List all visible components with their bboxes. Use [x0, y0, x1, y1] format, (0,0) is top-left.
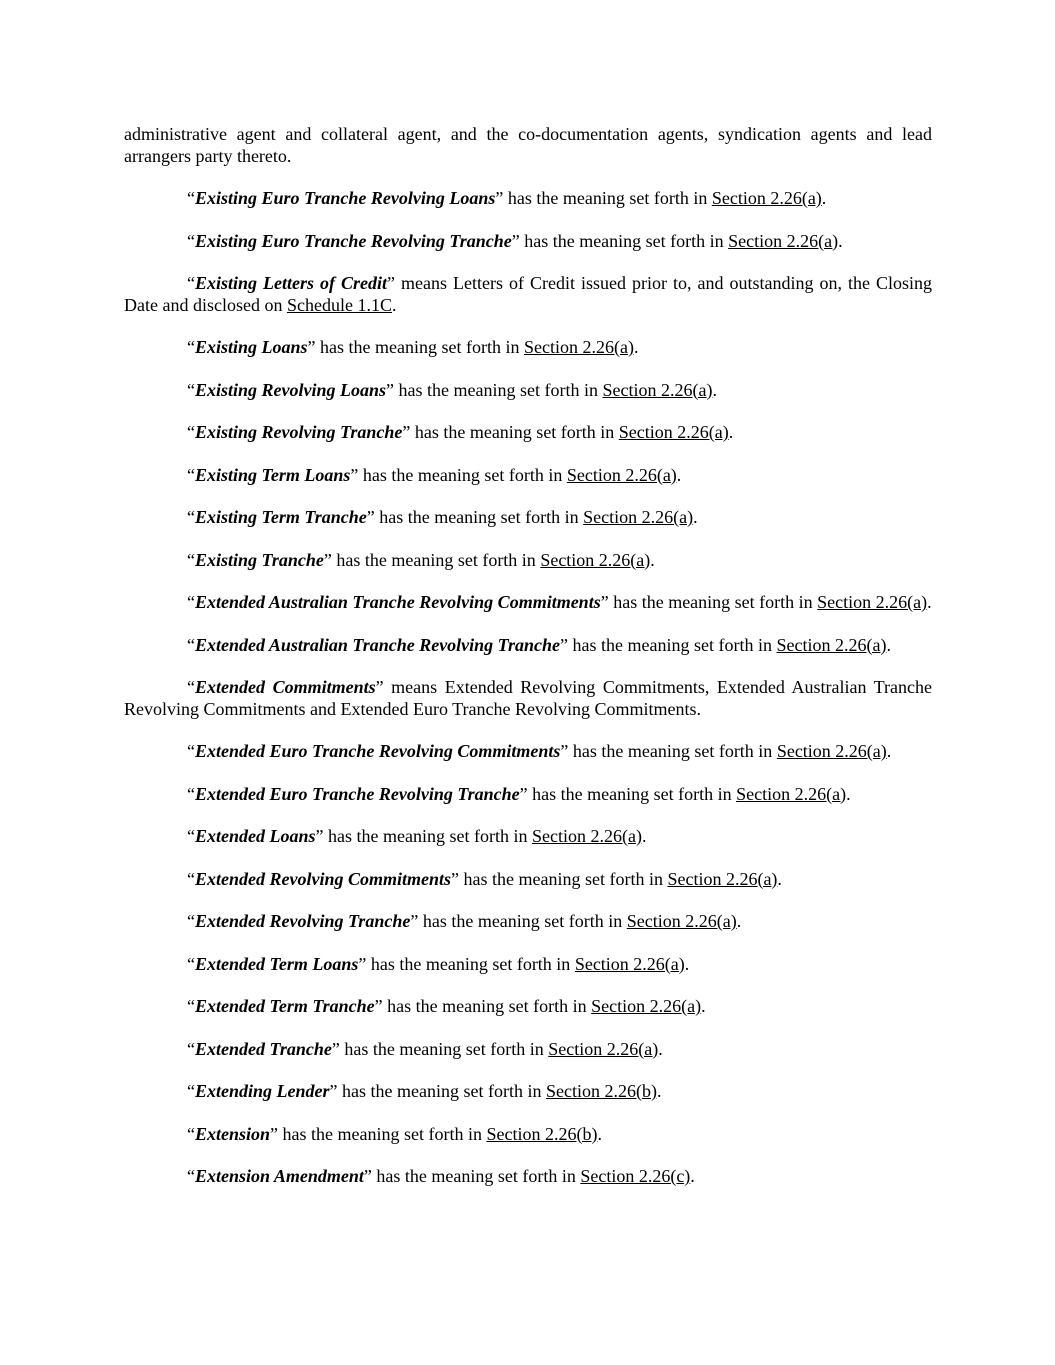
definition-paragraph: “Extended Australian Tranche Revolving Commitments” has the meaning set forth in Section 2.26(a). — [187, 592, 932, 612]
definition-punctuation: . — [886, 634, 891, 655]
defined-term: Existing Loans — [195, 337, 308, 357]
definition-punctuation: . — [658, 1038, 663, 1059]
defined-term: Extended Euro Tranche Revolving Commitments — [195, 741, 561, 761]
definition-punctuation: . — [693, 507, 698, 527]
definition-text: has the meaning set forth in — [315, 337, 524, 357]
definition-text: has the meaning set forth in — [394, 379, 603, 400]
definition-punctuation: . — [701, 996, 706, 1016]
definition-paragraph: “Existing Euro Tranche Revolving Loans” has the meaning set forth in Section 2.26(a). — [187, 188, 827, 208]
defined-term: Extended Commitments — [195, 677, 376, 697]
definition-paragraph: “Extended Commitments” means Extended Revolving Commitments, Extended Australian Tranche Revolving Commitments and Extended Euro Tranche Revolving Commitments. — [124, 677, 933, 719]
defined-term: Extension — [195, 1123, 271, 1144]
definition-punctuation: . — [641, 826, 647, 846]
definition-paragraph: “Extended Euro Tranche Revolving Tranche” has the meaning set forth in Section 2.26(a). — [187, 783, 851, 804]
definition-punctuation: . — [633, 337, 639, 357]
defined-term: Extended Tranche — [195, 1038, 332, 1059]
defined-term: Existing Revolving Tranche — [195, 422, 403, 442]
defined-term: Extension Amendment — [195, 1166, 364, 1186]
definition-text: has the meaning set forth in — [278, 1123, 487, 1144]
defined-term: Existing Revolving Loans — [195, 379, 387, 400]
defined-term: Existing Term Tranche — [195, 507, 367, 527]
definition-punctuation: . — [690, 1166, 695, 1186]
definition-punctuation: . — [736, 911, 742, 931]
definition-text: has the meaning set forth in — [366, 953, 575, 974]
definition-punctuation: . — [927, 592, 932, 612]
definition-punctuation: . — [597, 1123, 602, 1144]
definition-paragraph: “Extending Lender” has the meaning set forth in Section 2.26(b). — [187, 1081, 662, 1101]
definition-punctuation: . — [886, 741, 892, 761]
section-reference: Section 2.26(a) — [711, 188, 822, 208]
definition-text: has the meaning set forth in — [323, 826, 532, 846]
definition-paragraph: “Existing Term Loans” has the meaning set forth in Section 2.26(a). — [187, 464, 682, 485]
definition-paragraph: “Extended Term Tranche” has the meaning set forth in Section 2.26(a). — [187, 996, 706, 1016]
defined-term: Extended Revolving Tranche — [195, 911, 411, 931]
definition-paragraph: “Extension Amendment” has the meaning set forth in Section 2.26(c). — [187, 1166, 695, 1186]
definition-punctuation: . — [728, 422, 734, 442]
definition-paragraph: “Existing Letters of Credit” means Letters of Credit issued prior to, and outstanding on, the Closing Date and disclosed on Schedule 1.1C. — [124, 273, 932, 315]
definition-paragraph: “Extended Euro Tranche Revolving Commitments” has the meaning set forth in Section 2.26(a). — [187, 741, 892, 761]
defined-term: Extended Term Loans — [195, 953, 359, 974]
definition-text: has the meaning set forth in — [519, 230, 729, 251]
section-reference: Section 2.26(a) — [566, 464, 677, 485]
document-page — [124, 124, 932, 1209]
defined-term: Extending Lender — [195, 1081, 330, 1101]
definition-paragraph: “Existing Revolving Tranche” has the meaning set forth in Section 2.26(a). — [187, 422, 734, 442]
section-reference: Section 2.26(a) — [548, 1038, 659, 1059]
definition-punctuation: . — [846, 783, 851, 804]
section-reference: Section 2.26(b) — [486, 1123, 598, 1144]
definition-paragraph: “Extended Australian Tranche Revolving Tranche” has the meaning set forth in Section 2.26(a). — [187, 634, 891, 655]
definitions-list — [124, 188, 932, 1188]
definition-text: has the meaning set forth in — [503, 188, 712, 208]
definition-punctuation: . — [838, 230, 843, 251]
definition-punctuation: . — [656, 1081, 662, 1101]
definition-paragraph: “Existing Tranche” has the meaning set forth in Section 2.26(a). — [187, 549, 655, 570]
section-reference: Section 2.26(a) — [618, 422, 729, 442]
defined-term: Existing Tranche — [195, 549, 324, 570]
definition-punctuation: . — [684, 953, 690, 974]
definition-punctuation: . — [650, 549, 655, 570]
defined-term: Extended Loans — [195, 826, 316, 846]
definition-text: means Letters of Credit issued prior to, and outstanding on, the Closing Date and disclosed on — [124, 273, 932, 315]
section-reference: Section 2.26(a) — [776, 634, 887, 655]
definition-paragraph: “Existing Euro Tranche Revolving Tranche” has the meaning set forth in Section 2.26(a). — [187, 230, 843, 251]
definition-punctuation: . — [821, 188, 827, 208]
definition-paragraph: “Extended Revolving Tranche” has the meaning set forth in Section 2.26(a). — [187, 911, 742, 931]
definition-text: has the meaning set forth in — [371, 1166, 581, 1186]
defined-term: Existing Term Loans — [195, 464, 351, 485]
definition-punctuation: . — [712, 379, 717, 400]
section-reference: Section 2.26(a) — [524, 337, 634, 357]
definition-text: means Extended Revolving Commitments, Extended Australian Tranche Revolving Commitments and Extended Euro Tranche Revolving Commitments. — [124, 677, 933, 719]
definition-punctuation: . — [777, 868, 782, 889]
section-reference: Section 2.26(a) — [602, 379, 713, 400]
section-reference: Section 2.26(a) — [626, 911, 737, 931]
definition-text: has the meaning set forth in — [410, 422, 619, 442]
definition-text: has the meaning set forth in — [527, 783, 737, 804]
definition-text: has the meaning set forth in — [339, 1038, 549, 1059]
section-reference: Section 2.26(a) — [736, 783, 847, 804]
definition-text: has the meaning set forth in — [608, 592, 818, 612]
definition-text: has the meaning set forth in — [459, 868, 668, 889]
section-reference: Schedule 1.1C — [286, 294, 392, 315]
definition-paragraph: “Extended Term Loans” has the meaning set forth in Section 2.26(a). — [187, 953, 690, 974]
definition-text: has the meaning set forth in — [374, 507, 584, 527]
section-reference: Section 2.26(a) — [776, 741, 887, 761]
section-reference: Section 2.26(a) — [667, 868, 778, 889]
intro-paragraph: administrative agent and collateral agent, and the co-documentation agents, syndication agents and lead arrangers party thereto. — [124, 124, 932, 166]
defined-term: Existing Euro Tranche Revolving Tranche — [195, 230, 512, 251]
defined-term: Extended Euro Tranche Revolving Tranche — [195, 783, 520, 804]
definition-text: has the meaning set forth in — [337, 1081, 546, 1101]
definition-text: has the meaning set forth in — [331, 549, 541, 570]
defined-term: Extended Term Tranche — [195, 996, 375, 1016]
definition-text: has the meaning set forth in — [568, 741, 777, 761]
section-reference: Section 2.26(a) — [817, 592, 928, 612]
section-reference: Section 2.26(a) — [583, 507, 694, 527]
definition-paragraph: “Extension” has the meaning set forth in Section 2.26(b). — [187, 1123, 602, 1144]
section-reference: Section 2.26(b) — [545, 1081, 657, 1101]
definition-punctuation: . — [676, 464, 682, 485]
defined-term: Extended Australian Tranche Revolving Commitments — [195, 592, 601, 612]
definition-text: has the meaning set forth in — [568, 634, 777, 655]
definition-paragraph: “Existing Revolving Loans” has the meaning set forth in Section 2.26(a). — [187, 379, 717, 400]
defined-term: Extended Australian Tranche Revolving Tranche — [195, 634, 561, 655]
defined-term: Existing Euro Tranche Revolving Loans — [195, 188, 496, 208]
section-reference: Section 2.26(c) — [580, 1166, 691, 1186]
definition-paragraph: “Existing Loans” has the meaning set forth in Section 2.26(a). — [187, 337, 639, 357]
definition-text: has the meaning set forth in — [418, 911, 627, 931]
definition-paragraph: “Extended Loans” has the meaning set forth in Section 2.26(a). — [187, 826, 647, 846]
definition-text: has the meaning set forth in — [358, 464, 567, 485]
definition-text: has the meaning set forth in — [382, 996, 592, 1016]
definition-paragraph: “Extended Revolving Commitments” has the meaning set forth in Section 2.26(a). — [187, 868, 782, 889]
definition-paragraph: “Existing Term Tranche” has the meaning set forth in Section 2.26(a). — [187, 507, 698, 527]
section-reference: Section 2.26(a) — [728, 230, 839, 251]
section-reference: Section 2.26(a) — [591, 996, 702, 1016]
section-reference: Section 2.26(a) — [531, 826, 642, 846]
defined-term: Extended Revolving Commitments — [195, 868, 451, 889]
defined-term: Existing Letters of Credit — [195, 273, 388, 293]
section-reference: Section 2.26(a) — [574, 953, 685, 974]
definition-punctuation: . — [391, 294, 397, 315]
definition-paragraph: “Extended Tranche” has the meaning set forth in Section 2.26(a). — [187, 1038, 663, 1059]
section-reference: Section 2.26(a) — [540, 549, 651, 570]
